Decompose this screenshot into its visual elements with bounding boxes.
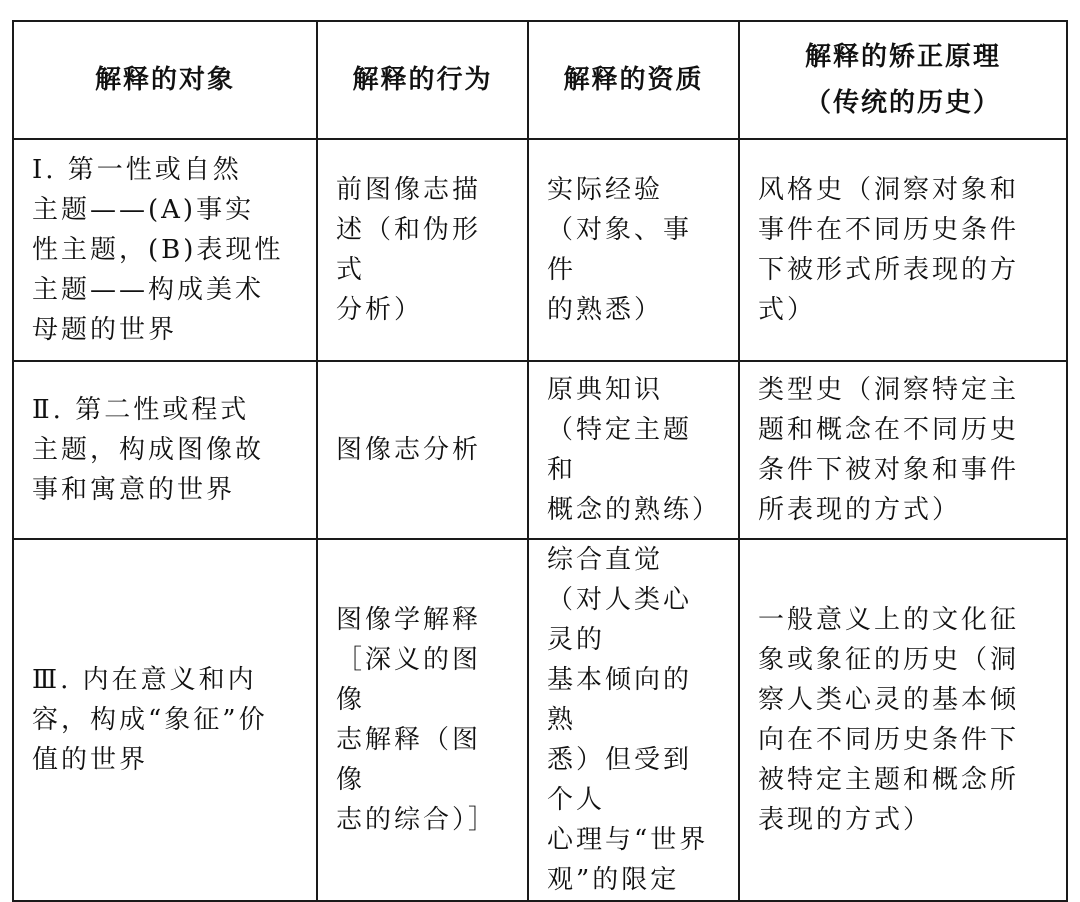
cell-act: 图像学解释 ［深义的图像 志解释（图像 志的综合）］ xyxy=(317,539,528,901)
cell-object: Ⅲ. 内在意义和内 容，构成“象征”价 值的世界 xyxy=(13,539,317,901)
cell-corrective-principle: 风格史（洞察对象和 事件在不同历史条件 下被形式所表现的方 式） xyxy=(739,139,1067,361)
cell-equipment: 综合直觉 （对人类心灵的 基本倾向的熟 悉）但受到个人 心理与“世界 观”的限定 xyxy=(528,539,739,901)
cell-object: Ⅱ. 第二性或程式 主题，构成图像故 事和寓意的世界 xyxy=(13,361,317,539)
cell-act: 图像志分析 xyxy=(317,361,528,539)
cell-act: 前图像志描 述（和伪形式 分析） xyxy=(317,139,528,361)
table-row-secondary xyxy=(13,361,1067,539)
cell-equipment: 实际经验 （对象、事件 的熟悉） xyxy=(528,139,739,361)
cell-corrective-principle: 一般意义上的文化征 象或象征的历史（洞 察人类心灵的基本倾 向在不同历史条件下 被特定主题和概念所 表现的方式） xyxy=(739,539,1067,901)
cell-object: Ⅰ. 第一性或自然 主题——(A)事实 性主题，(B)表现性 主题——构成美术 母题的世界 xyxy=(13,139,317,361)
header-row xyxy=(13,21,1067,139)
table-row-intrinsic xyxy=(13,539,1067,901)
cell-corrective-principle: 类型史（洞察特定主 题和概念在不同历史 条件下被对象和事件 所表现的方式） xyxy=(739,361,1067,539)
table-row-primary xyxy=(13,139,1067,361)
interpretation-table xyxy=(12,20,1068,902)
header-cell-object: 解释的对象 xyxy=(13,21,317,139)
header-cell-corrective-principle: 解释的矫正原理 （传统的历史） xyxy=(739,21,1067,139)
header-cell-act: 解释的行为 xyxy=(317,21,528,139)
cell-equipment: 原典知识 （特定主题和 概念的熟练） xyxy=(528,361,739,539)
header-cell-equipment: 解释的资质 xyxy=(528,21,739,139)
